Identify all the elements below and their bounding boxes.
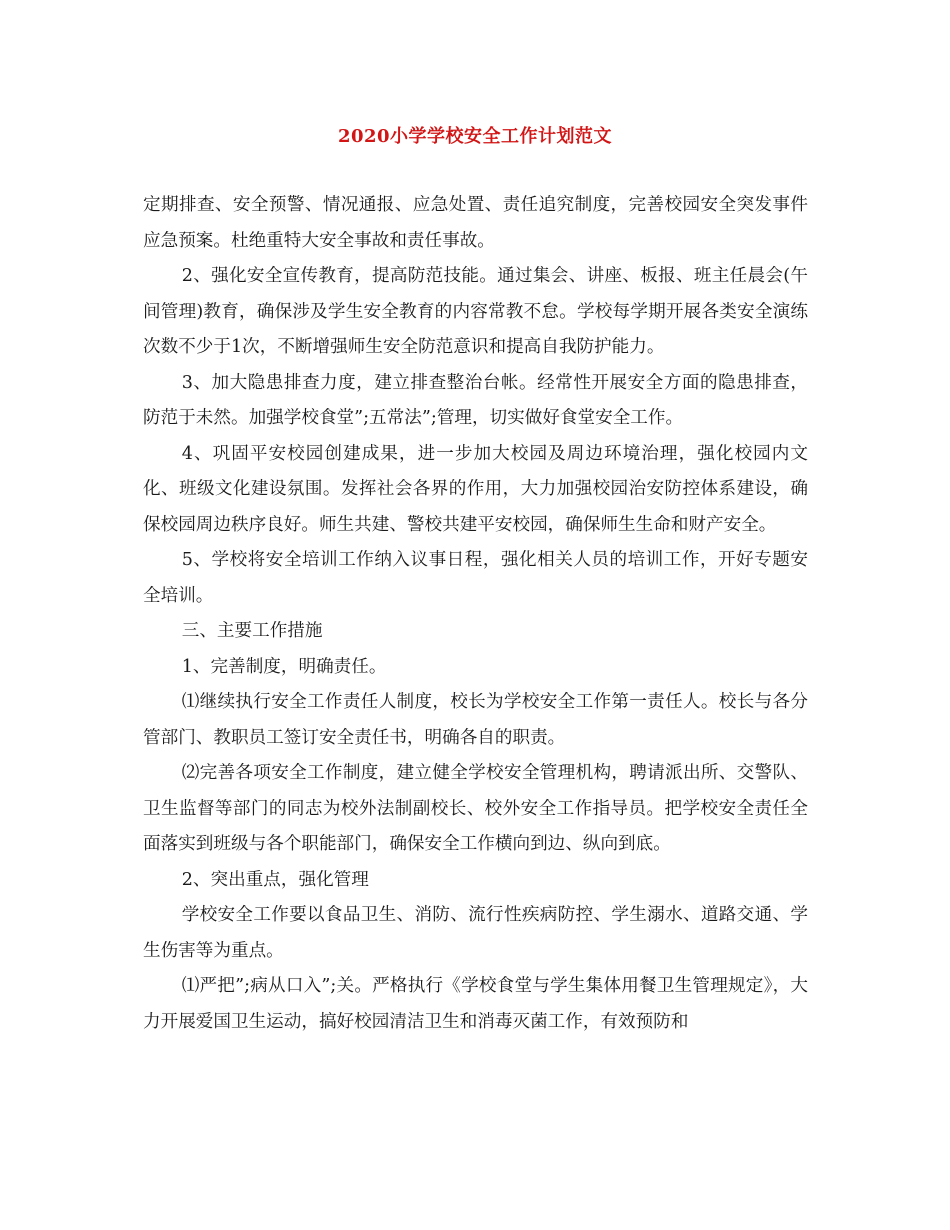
paragraph-item-5: 5、学校将安全培训工作纳入议事日程，强化相关人员的培训工作，开好专题安全培训。 xyxy=(143,550,808,606)
paragraph-focus: 学校安全工作要以食品卫生、消防、流行性疾病防控、学生溺水、道路交通、学生伤害等为重点。 xyxy=(143,905,808,961)
section-heading-measures: 三、主要工作措施 xyxy=(181,621,323,641)
paragraph-continued: 定期排查、安全预警、情况通报、应急处置、责任追究制度，完善校园安全突发事件应急预案。杜绝重特大安全事故和责任事故。 xyxy=(143,195,808,251)
paragraph-food-safety: ⑴严把”;病从口入”;关。严格执行《学校食堂与学生集体用餐卫生管理规定》，大力开展爱国卫生运动，搞好校园清洁卫生和消毒灭菌工作，有效预防和 xyxy=(143,976,808,1032)
paragraph-sub-1: ⑴继续执行安全工作责任人制度，校长为学校安全工作第一责任人。校长与各分管部门、教职员工签订安全责任书，明确各自的职责。 xyxy=(143,692,808,748)
paragraph-sub-2: ⑵完善各项安全工作制度，建立健全学校安全管理机构，聘请派出所、交警队、卫生监督等部门的同志为校外法制副校长、校外安全工作指导员。把学校安全责任全面落实到班级与各个职能部门，确保安全工作横向到边、纵向到底。 xyxy=(143,763,808,854)
subheading-2: 2、突出重点，强化管理 xyxy=(181,869,369,890)
subheading-1: 1、完善制度，明确责任。 xyxy=(181,656,387,677)
paragraph-item-2: 2、强化安全宣传教育，提高防范技能。通过集会、讲座、板报、班主任晨会(午间管理)教育，确保涉及学生安全教育的内容常教不怠。学校每学期开展各类安全演练次数不少于1次，不断增强师生安全防范意识和提高自我防护能力。 xyxy=(143,266,808,357)
paragraph-item-4: 4、巩固平安校园创建成果，进一步加大校园及周边环境治理，强化校园内文化、班级文化建设氛围。发挥社会各界的作用，大力加强校园治安防控体系建设，确保校园周边秩序良好。师生共建、警校共建平安校园，确保师生生命和财产安全。 xyxy=(143,443,808,535)
document-title: 2020小学学校安全工作计划范文 xyxy=(337,126,613,147)
document-body xyxy=(143,188,808,1040)
paragraph-item-3: 3、加大隐患排查力度，建立排查整治台帐。经常性开展安全方面的隐患排查，防范于未然。加强学校食堂”;五常法”;管理，切实做好食堂安全工作。 xyxy=(143,372,808,428)
